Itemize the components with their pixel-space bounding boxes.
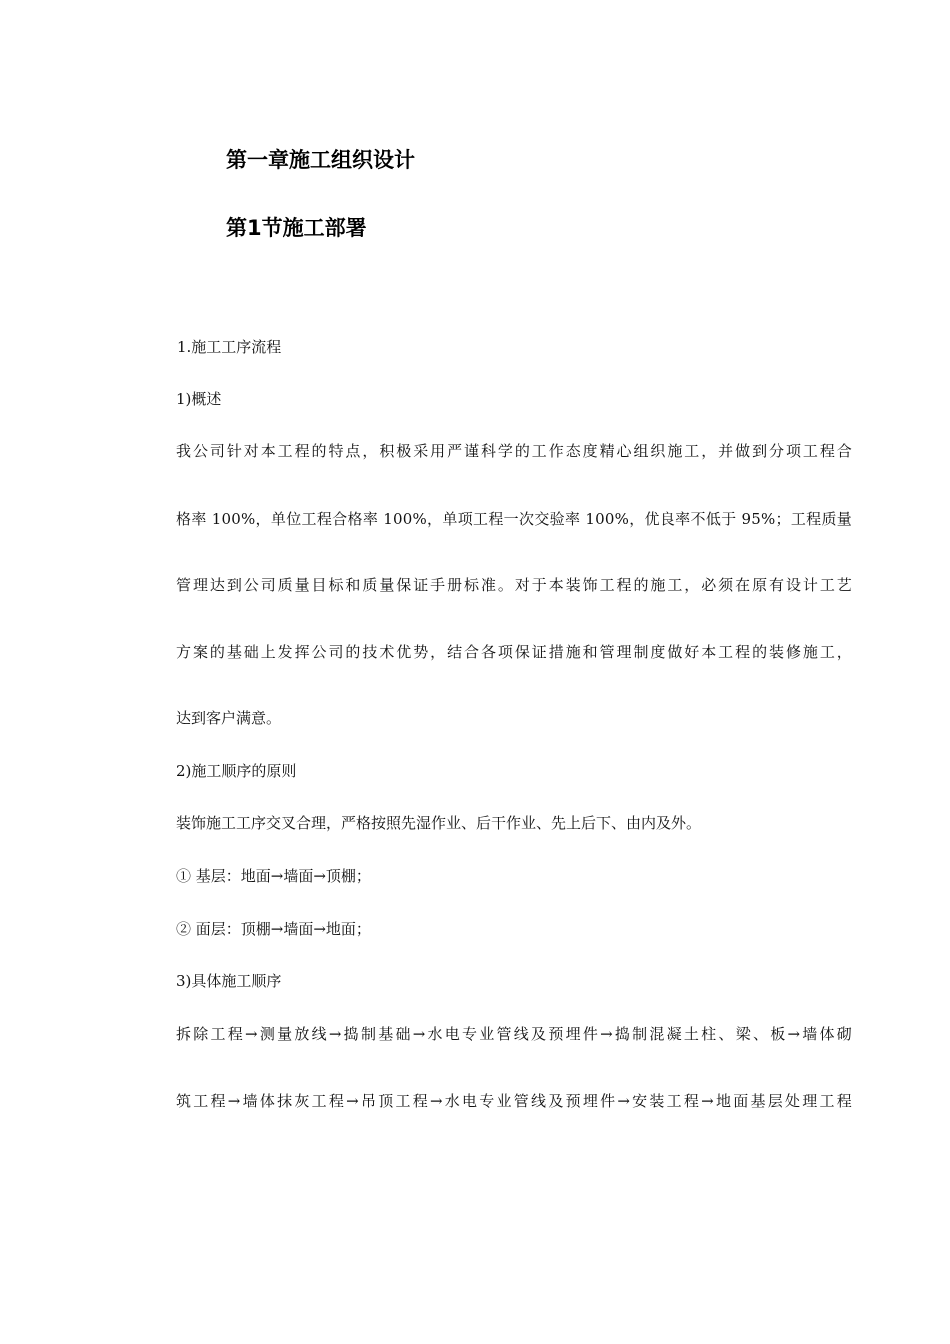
paragraph-line: 达到客户满意。	[176, 709, 282, 727]
subsection-heading-overview: 1)概述	[176, 390, 222, 408]
subsection-heading-sequence: 3)具体施工顺序	[176, 972, 282, 990]
surface-layer-order: ② 面层：顶棚→墙面→地面；	[176, 920, 371, 938]
section-title: 第1节施工部署	[226, 216, 367, 240]
item-heading: 1.施工工序流程	[177, 338, 282, 356]
paragraph-line: 格率 100%，单位工程合格率 100%，单项工程一次交验率 100%，优良率不低于 95%；工程质量	[176, 510, 852, 528]
paragraph-line: 方案的基础上发挥公司的技术优势，结合各项保证措施和管理制度做好本工程的装修施工，	[176, 643, 852, 661]
chapter-title: 第一章施工组织设计	[226, 148, 415, 172]
subsection-heading-principle: 2)施工顺序的原则	[176, 762, 297, 780]
sequence-line: 拆除工程→测量放线→捣制基础→水电专业管线及预埋件→捣制混凝土柱、梁、板→墙体砌	[176, 1025, 852, 1043]
paragraph-line: 管理达到公司质量目标和质量保证手册标准。对于本装饰工程的施工，必须在原有设计工艺	[176, 576, 852, 594]
paragraph-line: 我公司针对本工程的特点，积极采用严谨科学的工作态度精心组织施工，并做到分项工程合	[176, 442, 852, 460]
base-layer-order: ① 基层：地面→墙面→顶棚；	[176, 867, 371, 885]
principle-text: 装饰施工工序交叉合理，严格按照先湿作业、后干作业、先上后下、由内及外。	[176, 814, 702, 832]
sequence-line: 筑工程→墙体抹灰工程→吊顶工程→水电专业管线及预埋件→安装工程→地面基层处理工程	[176, 1092, 852, 1110]
